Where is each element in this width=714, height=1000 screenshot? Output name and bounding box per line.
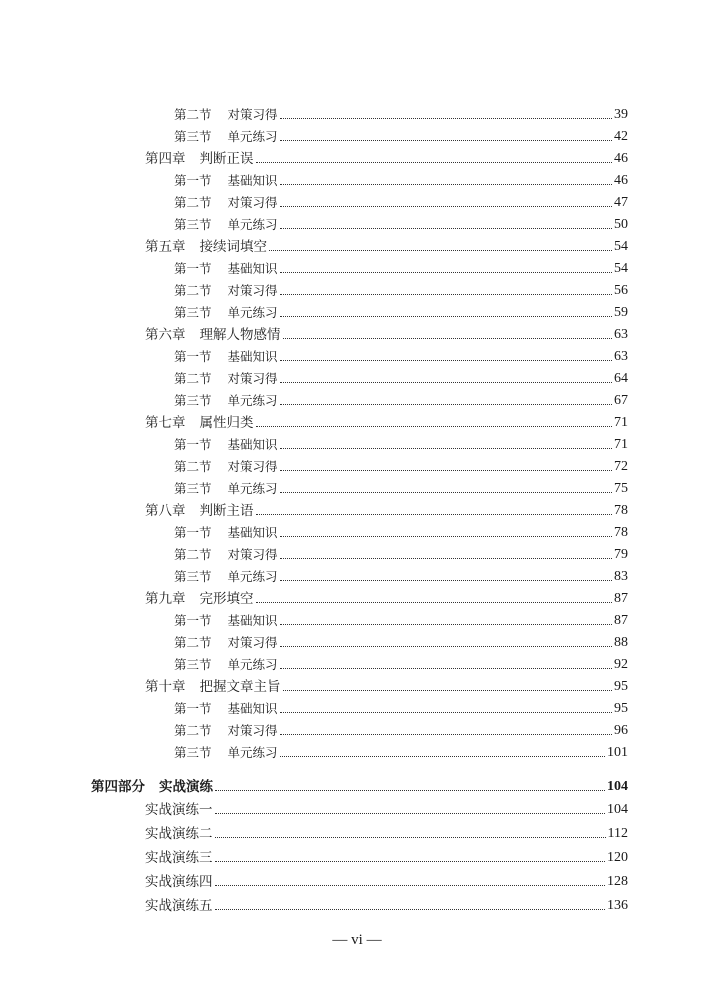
toc-entry-label <box>174 635 278 651</box>
toc-section-entry[interactable] <box>174 301 628 321</box>
toc-entry-title: 对策习得 <box>227 195 278 210</box>
toc-page-number: 47 <box>614 195 628 210</box>
toc-page-number: 95 <box>614 701 628 716</box>
toc-entry-title: 单元练习 <box>227 217 278 232</box>
toc-entry-title: 对策习得 <box>227 371 278 386</box>
dot-leader <box>280 536 612 537</box>
toc-entry-title: 实战演练三 <box>145 850 213 866</box>
toc-section-entry[interactable] <box>174 653 628 673</box>
toc-chapter-entry[interactable] <box>145 411 628 431</box>
toc-chapter-entry[interactable] <box>145 587 628 607</box>
toc-entry-label <box>145 415 254 431</box>
toc-page-number: 46 <box>614 151 628 166</box>
toc-entry-label <box>174 701 278 717</box>
toc-entry-title: 单元练习 <box>227 305 278 320</box>
toc-section-entry[interactable] <box>174 389 628 409</box>
toc-entry-title: 实战演练 <box>159 779 213 795</box>
toc-section-entry[interactable] <box>174 741 628 761</box>
toc-section-entry[interactable] <box>174 191 628 211</box>
toc-entry-label <box>174 129 278 145</box>
toc-entry-label <box>145 802 213 818</box>
toc-page-number: 92 <box>614 657 628 672</box>
toc-section-entry[interactable] <box>174 125 628 145</box>
dot-leader <box>215 790 605 791</box>
toc-page-number: 104 <box>607 779 628 794</box>
toc-chapter-entry[interactable] <box>145 147 628 167</box>
toc-entry-label <box>174 173 278 189</box>
dot-leader <box>280 184 612 185</box>
toc-entry-label <box>174 195 278 211</box>
dot-leader <box>215 813 606 814</box>
dot-leader <box>280 580 612 581</box>
toc-entry-title: 实战演练二 <box>145 826 213 842</box>
toc-entry-number: 第二节 <box>174 107 212 122</box>
dot-leader <box>280 316 612 317</box>
toc-section-entry[interactable] <box>174 697 628 717</box>
toc-page-number: 67 <box>614 393 628 408</box>
toc-drill-entry[interactable] <box>145 798 628 818</box>
toc-entry-label <box>145 503 254 519</box>
toc-entry-title: 实战演练五 <box>145 898 213 914</box>
toc-entry-label <box>174 613 278 629</box>
toc-section-entry[interactable] <box>174 565 628 585</box>
toc-page-number: 63 <box>614 327 628 342</box>
toc-section-entry[interactable] <box>174 477 628 497</box>
toc-entry-number: 第二节 <box>174 283 212 298</box>
dot-leader <box>280 756 605 757</box>
toc-entry-label <box>145 850 213 866</box>
toc-section-entry[interactable] <box>174 433 628 453</box>
toc-page-number: 71 <box>614 415 628 430</box>
toc-page-number: 96 <box>614 723 628 738</box>
toc-page-number: 104 <box>607 802 628 817</box>
toc-entry-title: 属性归类 <box>199 415 254 431</box>
toc-entry-number: 第二节 <box>174 547 212 562</box>
dot-leader <box>280 360 612 361</box>
dot-leader <box>215 885 606 886</box>
toc-entry-number: 第三节 <box>174 217 212 232</box>
toc-entry-number: 第一节 <box>174 261 212 276</box>
toc-page-number: 50 <box>614 217 628 232</box>
toc-entry-label <box>174 217 278 233</box>
dot-leader <box>280 668 612 669</box>
toc-page-number: 71 <box>614 437 628 452</box>
toc-section-entry[interactable] <box>174 367 628 387</box>
toc-entry-number: 第三节 <box>174 305 212 320</box>
toc-entry-number: 第一节 <box>174 613 212 628</box>
dot-leader <box>256 602 613 603</box>
toc-page-number: 54 <box>614 261 628 276</box>
toc-entry-label <box>174 525 278 541</box>
toc-drill-entry[interactable] <box>145 846 628 866</box>
toc-page-number: 79 <box>614 547 628 562</box>
toc-entry-number: 第一节 <box>174 437 212 452</box>
toc-page-number: 101 <box>607 745 628 760</box>
toc-entry-title: 单元练习 <box>227 129 278 144</box>
toc-entry-label <box>174 261 278 277</box>
dot-leader <box>280 558 612 559</box>
toc-entry-title: 理解人物感情 <box>199 327 281 343</box>
toc-entry-label <box>145 151 254 167</box>
toc-entry-label <box>174 459 278 475</box>
dot-leader <box>256 426 613 427</box>
dot-leader <box>280 272 612 273</box>
toc-entry-label <box>174 107 278 123</box>
toc-section-entry[interactable] <box>174 609 628 629</box>
toc-page-number: 46 <box>614 173 628 188</box>
toc-entry-title: 单元练习 <box>227 657 278 672</box>
toc-entry-title: 完形填空 <box>199 591 254 607</box>
toc-entry-title: 对策习得 <box>227 283 278 298</box>
toc-entry-label <box>174 437 278 453</box>
toc-entry-title: 单元练习 <box>227 481 278 496</box>
toc-entry-label <box>145 874 213 890</box>
toc-page-number: 78 <box>614 525 628 540</box>
toc-entry-label <box>174 393 278 409</box>
toc-page-number: 136 <box>607 898 628 913</box>
dot-leader <box>215 837 606 838</box>
toc-page-number: 56 <box>614 283 628 298</box>
toc-page-number: 72 <box>614 459 628 474</box>
toc-entry-number: 第三节 <box>174 569 212 584</box>
dot-leader <box>280 382 612 383</box>
toc-entry-label <box>174 283 278 299</box>
dot-leader <box>283 338 613 339</box>
toc-entry-number: 第三节 <box>174 129 212 144</box>
toc-entry-label <box>145 898 213 914</box>
toc-entry-number: 第二节 <box>174 195 212 210</box>
dot-leader <box>280 646 612 647</box>
toc-drill-entry[interactable] <box>145 894 628 914</box>
toc-entry-title: 基础知识 <box>227 613 278 628</box>
toc-section-entry[interactable] <box>174 279 628 299</box>
toc-entry-label <box>145 239 267 255</box>
toc-section-entry[interactable] <box>174 169 628 189</box>
toc-entry-number: 第二节 <box>174 635 212 650</box>
toc-entry-number: 第六章 <box>145 327 186 343</box>
toc-entry-label <box>91 779 213 795</box>
toc-page-number: 95 <box>614 679 628 694</box>
dot-leader <box>280 206 612 207</box>
toc-entry-title: 判断主语 <box>199 503 254 519</box>
toc-entry-number: 第八章 <box>145 503 186 519</box>
dot-leader <box>280 712 612 713</box>
toc-page-number: 78 <box>614 503 628 518</box>
toc-chapter-entry[interactable] <box>145 323 628 343</box>
toc-page-number: 39 <box>614 107 628 122</box>
toc-entry-title: 对策习得 <box>227 459 278 474</box>
toc-entry-title: 接续词填空 <box>199 239 267 255</box>
toc-entry-number: 第一节 <box>174 173 212 188</box>
toc-entry-label <box>174 349 278 365</box>
toc-section-entry[interactable] <box>174 213 628 233</box>
toc-entry-title: 基础知识 <box>227 349 278 364</box>
toc-page-number: 87 <box>614 613 628 628</box>
toc-entry-title: 对策习得 <box>227 635 278 650</box>
toc-page-number: 64 <box>614 371 628 386</box>
toc-entry-label <box>174 657 278 673</box>
dot-leader <box>280 470 612 471</box>
dot-leader <box>256 514 613 515</box>
dot-leader <box>280 404 612 405</box>
toc-entry-title: 单元练习 <box>227 745 278 760</box>
dot-leader <box>280 294 612 295</box>
toc-entry-title: 实战演练四 <box>145 874 213 890</box>
toc-entry-label <box>145 679 281 695</box>
toc-section-entry[interactable] <box>174 631 628 651</box>
toc-entry-number: 第一节 <box>174 701 212 716</box>
dot-leader <box>215 861 606 862</box>
toc-entry-label <box>174 745 278 761</box>
toc-section-entry[interactable] <box>174 521 628 541</box>
toc-entry-title: 对策习得 <box>227 107 278 122</box>
toc-entry-title: 对策习得 <box>227 723 278 738</box>
toc-entry-label <box>174 569 278 585</box>
toc-entry-number: 第三节 <box>174 657 212 672</box>
toc-section-entry[interactable] <box>174 455 628 475</box>
toc-chapter-entry[interactable] <box>145 675 628 695</box>
toc-page-number: 88 <box>614 635 628 650</box>
toc-entry-number: 第五章 <box>145 239 186 255</box>
toc-entry-title: 基础知识 <box>227 261 278 276</box>
toc-section-entry[interactable] <box>174 719 628 739</box>
toc-section-entry[interactable] <box>174 103 628 123</box>
toc-entry-number: 第二节 <box>174 371 212 386</box>
dot-leader <box>280 448 612 449</box>
dot-leader <box>280 228 612 229</box>
dot-leader <box>256 162 613 163</box>
toc-entry-number: 第二节 <box>174 723 212 738</box>
toc-entry-label <box>174 547 278 563</box>
toc-entry-number: 第一节 <box>174 525 212 540</box>
dot-leader <box>280 624 612 625</box>
toc-entry-title: 单元练习 <box>227 393 278 408</box>
toc-page-number: 54 <box>614 239 628 254</box>
toc-entry-number: 第二节 <box>174 459 212 474</box>
toc-drill-entry[interactable] <box>145 870 628 890</box>
dot-leader <box>280 118 612 119</box>
toc-page-number: 128 <box>607 874 628 889</box>
toc-page-number: 75 <box>614 481 628 496</box>
toc-entry-title: 基础知识 <box>227 173 278 188</box>
toc-entry-title: 基础知识 <box>227 525 278 540</box>
toc-entry-label <box>174 481 278 497</box>
toc-entry-title: 基础知识 <box>227 701 278 716</box>
toc-entry-number: 第一节 <box>174 349 212 364</box>
toc-entry-number: 第三节 <box>174 481 212 496</box>
toc-entry-number: 第十章 <box>145 679 186 695</box>
dot-leader <box>215 909 606 910</box>
toc-section-entry[interactable] <box>174 345 628 365</box>
toc-entry-label <box>174 371 278 387</box>
toc-entry-number: 第九章 <box>145 591 186 607</box>
toc-chapter-entry[interactable] <box>145 499 628 519</box>
toc-page-number: 42 <box>614 129 628 144</box>
toc-entry-title: 对策习得 <box>227 547 278 562</box>
toc-drill-entry[interactable] <box>145 822 628 842</box>
toc-section-entry[interactable] <box>174 543 628 563</box>
dot-leader <box>280 140 612 141</box>
toc-entry-title: 基础知识 <box>227 437 278 452</box>
toc-entry-number: 第三节 <box>174 745 212 760</box>
toc-entry-title: 把握文章主旨 <box>199 679 281 695</box>
toc-section-entry[interactable] <box>174 257 628 277</box>
toc-entry-number: 第四章 <box>145 151 186 167</box>
toc-entry-title: 判断正误 <box>199 151 254 167</box>
toc-page-number: 120 <box>607 850 628 865</box>
toc-entry-number: 第四部分 <box>91 779 145 795</box>
toc-entry-label <box>174 723 278 739</box>
toc-entry-label <box>145 826 213 842</box>
toc-entry-title: 单元练习 <box>227 569 278 584</box>
dot-leader <box>283 690 613 691</box>
toc-page-number: 63 <box>614 349 628 364</box>
toc-page-number: 59 <box>614 305 628 320</box>
toc-chapter-entry[interactable] <box>145 235 628 255</box>
toc-part-entry[interactable] <box>91 775 628 795</box>
toc-entry-label <box>145 591 254 607</box>
dot-leader <box>280 734 612 735</box>
toc-entry-title: 实战演练一 <box>145 802 213 818</box>
toc-entry-number: 第三节 <box>174 393 212 408</box>
toc-entry-label <box>145 327 281 343</box>
dot-leader <box>269 250 612 251</box>
toc-entry-label <box>174 305 278 321</box>
page-folio: — vi — <box>332 932 382 948</box>
toc-page-number: 83 <box>614 569 628 584</box>
toc-entry-number: 第七章 <box>145 415 186 431</box>
dot-leader <box>280 492 612 493</box>
toc-page-number: 87 <box>614 591 628 606</box>
toc-page-number: 112 <box>607 826 628 841</box>
